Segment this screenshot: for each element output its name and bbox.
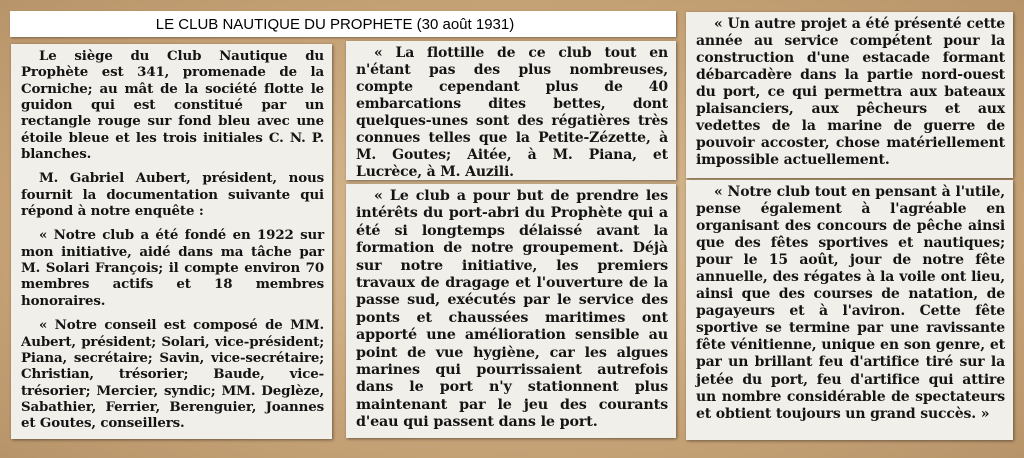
clipping-column-3-bottom bbox=[686, 180, 1013, 440]
paragraph: « La flottille de ce club tout en n'étant pas des plus nombreuses, compte cependant plus de 40 embarcations dites bettes, dont quelques-unes sont des régatières très connues telles que la Petite-Zézette, à M. Goutes; Aitée, à M. Piana, et Lucrèce, à M. Auzili. bbox=[356, 45, 668, 181]
clipping-column-3-top bbox=[686, 12, 1013, 178]
paragraph: M. Gabriel Aubert, président, nous fournit la documentation suivante qui répond à notre enquête : bbox=[21, 170, 324, 220]
title-banner bbox=[10, 11, 676, 37]
paragraph: « Notre club tout en pensant à l'utile, pense également à l'agréable en organisant des concours de pêche ainsi que des fêtes sportives et nautiques; pour le 15 août, jour de notre fête annuelle, des régates à la voile ont lieu, ainsi que des courses de natation, de pagayeurs et à l'aviron. Cette fête sportive se termine par une ravissante fête vénitienne, unique en son genre, et par un brillant feu d'artifice tiré sur la jetée du port, feu d'artifice qui attire un nombre considérable de spectateurs et obtient toujours un grand succès. » bbox=[696, 184, 1005, 422]
clipping-column-2-bottom bbox=[346, 184, 676, 438]
paragraph: « Notre club a été fondé en 1922 sur mon initiative, aidé dans ma tâche par M. Solari François; il compte environ 70 membres actifs et 18 membres honoraires. bbox=[21, 227, 324, 309]
clipping-column-2-top bbox=[346, 41, 676, 180]
clipping-column-1 bbox=[11, 44, 332, 439]
paragraph: Le siège du Club Nautique du Prophète est 341, promenade de la Corniche; au mât de la société flotte le guidon qui est constitué par un rectangle rouge sur fond bleu avec une étoile bleue et les trois initiales C. N. P. blanches. bbox=[21, 48, 324, 163]
paragraph: « Le club a pour but de prendre les intérêts du port-abri du Prophète qui a été si longtemps délaissé avant la formation de notre groupement. Déjà sur notre initiative, les premiers travaux de dragage et l'ouverture de la passe sud, exécutés par le service des ponts et chaussées maritimes ont apporté une amélioration sensible au point de vue hygiène, car les algues marines qui pourrissaient autrefois dans le port n'y stationnent plus maintenant par le jeu des courants d'eau qui passent dans le port. bbox=[356, 188, 668, 431]
paragraph: « Notre conseil est composé de MM. Aubert, président; Solari, vice-président; Piana, secrétaire; Savin, vice-secrétaire; Christian, trésorier; Baude, vice-trésorier; Mercier, syndic; MM. Deglèze, Sabathier, Ferrier, Berenguier, Joannes et Goutes, conseillers. bbox=[21, 317, 324, 432]
paragraph: « Un autre projet a été présenté cette année au service compétent pour la construction d'une estacade formant débarcadère dans la partie nord-ouest du port, ce qui permettra aux bateaux plaisanciers, aux pêcheurs et aux vedettes de la marine de guerre de pouvoir accoster, chose matériellement impossible actuellement. bbox=[696, 16, 1005, 169]
page-title: LE CLUB NAUTIQUE DU PROPHETE (30 août 1931) bbox=[155, 15, 515, 33]
